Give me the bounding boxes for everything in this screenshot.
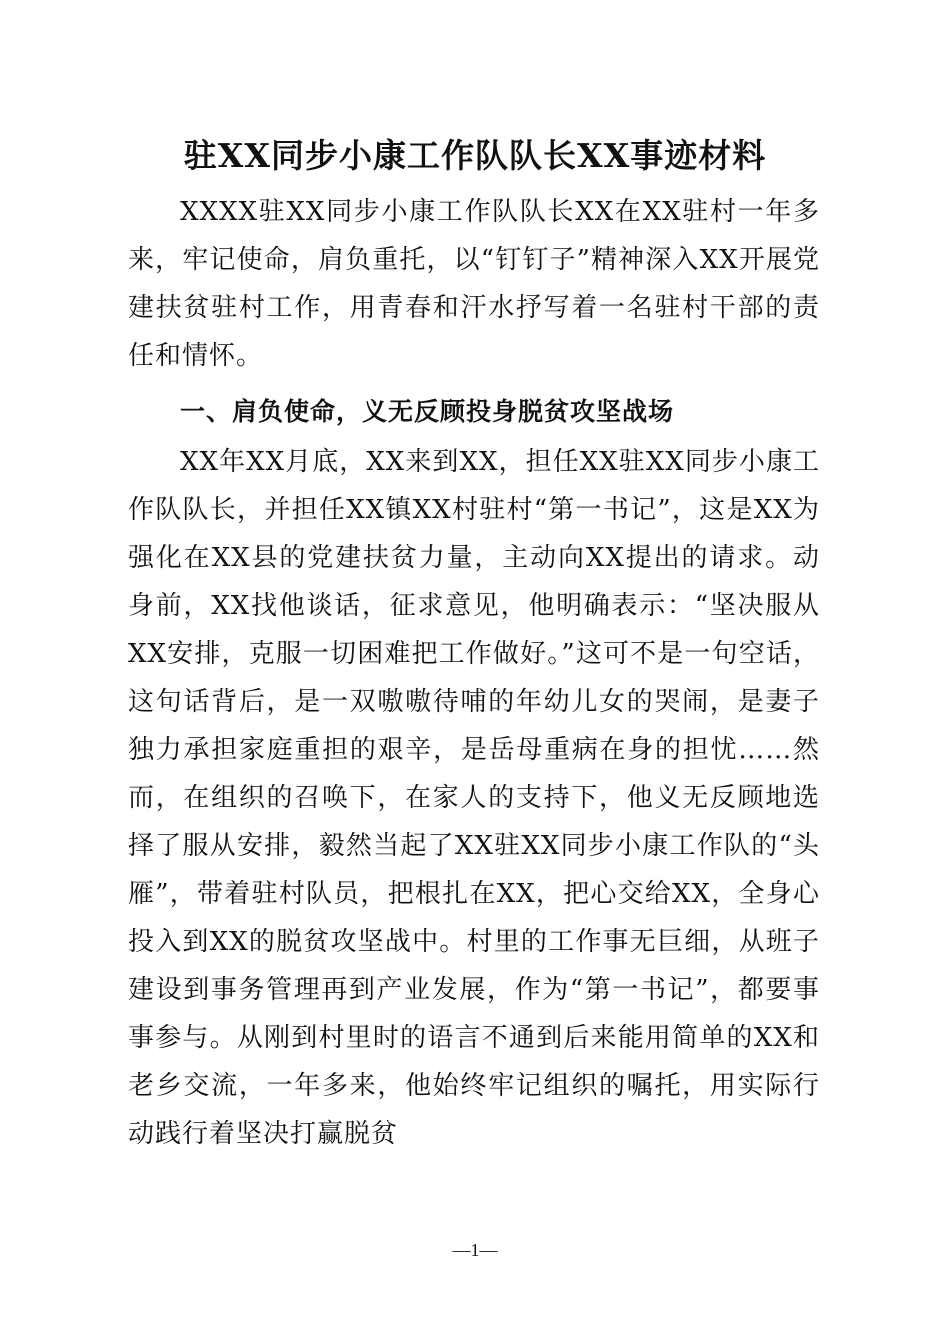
section-heading: 一、肩负使命，义无反顾投身脱贫攻坚战场 — [180, 397, 675, 426]
section-body-block — [128, 438, 820, 1158]
intro-paragraph-block — [128, 188, 820, 380]
section-paragraph: XX年XX月底，XX来到XX，担任XX驻XX同步小康工作队队长，并担任XX镇XX村驻村“第一书记”，这是XX为强化在XX县的党建扶贫力量，主动向XX提出的请求。动身前，XX找他谈话，征求意见，他明确表示：“坚决服从XX安排，克服一切困难把工作做好。”这可不是一句空话，这句话背后，是一双嗷嗷待哺的年幼儿女的哭闹，是妻子独力承担家庭重担的艰辛，是岳母重病在身的担忧……然而，在组织的召唤下，在家人的支持下，他义无反顾地选择了服从安排，毅然当起了XX驻XX同步小康工作队的“头雁”，带着驻村队员，把根扎在XX，把心交给XX，全身心投入到XX的脱贫攻坚战中。村里的工作事无巨细，从班子建设到事务管理再到产业发展，作为“第一书记”，都要事事参与。从刚到村里时的语言不通到后来能用简单的XX和老乡交流，一年多来，他始终牢记组织的嘱托，用实际行动践行着坚决打赢脱贫 — [128, 447, 820, 1149]
page-number: —1— — [452, 1240, 498, 1260]
document-title: 驻XX同步小康工作队队长XX事迹材料 — [183, 136, 767, 175]
intro-paragraph: XXXX驻XX同步小康工作队队长XX在XX驻村一年多来，牢记使命，肩负重托，以“钉钉子”精神深入XX开展党建扶贫驻村工作，用青春和汗水抒写着一名驻村干部的责任和情怀。 — [128, 197, 820, 371]
